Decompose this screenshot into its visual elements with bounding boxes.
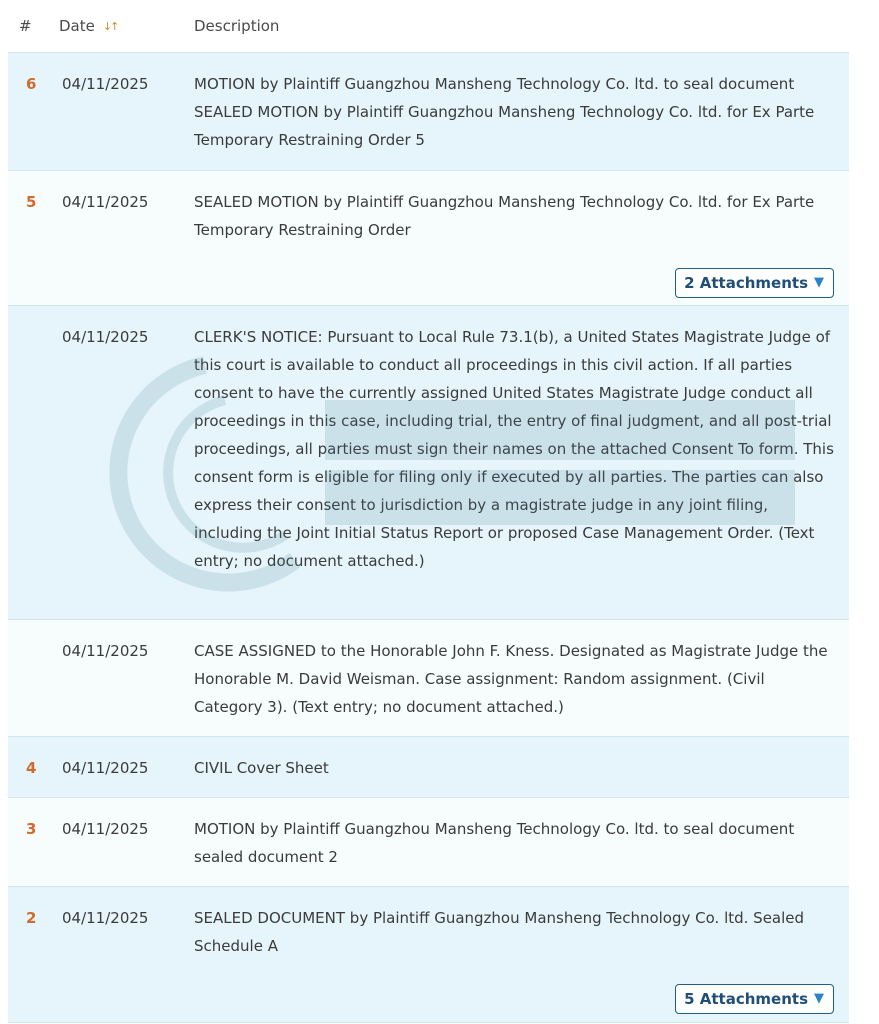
entry-date: 04/11/2025 — [62, 328, 149, 346]
entry-number[interactable]: 6 — [26, 75, 37, 93]
entry-description-cell — [194, 887, 849, 1022]
entry-number[interactable]: 4 — [26, 759, 37, 777]
table-row — [8, 798, 849, 887]
header-number: # — [19, 17, 32, 35]
table-row — [8, 737, 849, 798]
entry-description: SEALED DOCUMENT by Plaintiff Guangzhou Mansheng Technology Co. ltd. Sealed Schedule A — [194, 909, 805, 955]
caret-down-icon[interactable]: ▼ — [814, 275, 824, 290]
entry-number[interactable]: 3 — [26, 820, 37, 838]
entry-description: MOTION by Plaintiff Guangzhou Mansheng Technology Co. ltd. to seal document SEALED MOTION by Plaintiff Guangzhou Mansheng Technology Co. ltd. for Ex Parte Temporary Restraining Order 5 — [194, 75, 815, 149]
header-description: Description — [194, 17, 280, 35]
table-row — [8, 53, 849, 171]
entry-date: 04/11/2025 — [62, 75, 149, 93]
attachments-wrap — [194, 268, 834, 298]
attachments-wrap — [194, 984, 834, 1014]
entry-date: 04/11/2025 — [62, 820, 149, 838]
docket-table — [8, 0, 849, 1023]
header-date[interactable] — [34, 17, 192, 35]
entry-date: 04/11/2025 — [62, 759, 149, 777]
entry-description: CASE ASSIGNED to the Honorable John F. Kness. Designated as Magistrate Judge the Honorable M. David Weisman. Case assignment: Random assignment. (Civil Category 3). (Text entry; no document attached.) — [194, 642, 828, 716]
table-header — [8, 0, 849, 53]
header-date-label[interactable]: Date — [59, 17, 95, 35]
entry-date: 04/11/2025 — [62, 642, 149, 660]
entry-date: 04/11/2025 — [62, 193, 149, 211]
entry-description: CLERK'S NOTICE: Pursuant to Local Rule 73.1(b), a United States Magistrate Judge of this court is available to conduct all proceedings in this civil action. If all parties consent to have the currently assigned United States Magistrate Judge conduct all proceedings in this case, including trial, the entry of final judgment, and all post-trial proceedings, all parties must sign their names on the attached Consent To form. This consent form is eligible for filing only if executed by all parties. The parties can also express their consent to jurisdiction by a magistrate judge in any joint filing, including the Joint Initial Status Report or proposed Case Management Order. (Text entry; no document attached.) — [194, 328, 834, 570]
table-row — [8, 620, 849, 737]
entry-number[interactable]: 2 — [26, 909, 37, 927]
entry-description: SEALED MOTION by Plaintiff Guangzhou Mansheng Technology Co. ltd. for Ex Parte Temporary Restraining Order — [194, 193, 815, 239]
table-row — [8, 306, 849, 620]
entry-description-cell — [194, 171, 849, 305]
table-row — [8, 171, 849, 306]
sort-desc-icon[interactable]: ↓↑ — [102, 19, 118, 33]
attachments-button[interactable] — [675, 984, 834, 1014]
attachments-label[interactable]: 5 Attachments — [684, 990, 808, 1008]
entry-number — [8, 306, 46, 619]
table-row — [8, 887, 849, 1023]
entry-number[interactable]: 5 — [26, 193, 37, 211]
entry-description: MOTION by Plaintiff Guangzhou Mansheng Technology Co. ltd. to seal document sealed document 2 — [194, 820, 795, 866]
attachments-label[interactable]: 2 Attachments — [684, 274, 808, 292]
entry-date: 04/11/2025 — [62, 909, 149, 927]
caret-down-icon[interactable]: ▼ — [814, 991, 824, 1006]
entry-number — [8, 620, 46, 736]
entry-description: CIVIL Cover Sheet — [194, 759, 329, 777]
attachments-button[interactable] — [675, 268, 834, 298]
